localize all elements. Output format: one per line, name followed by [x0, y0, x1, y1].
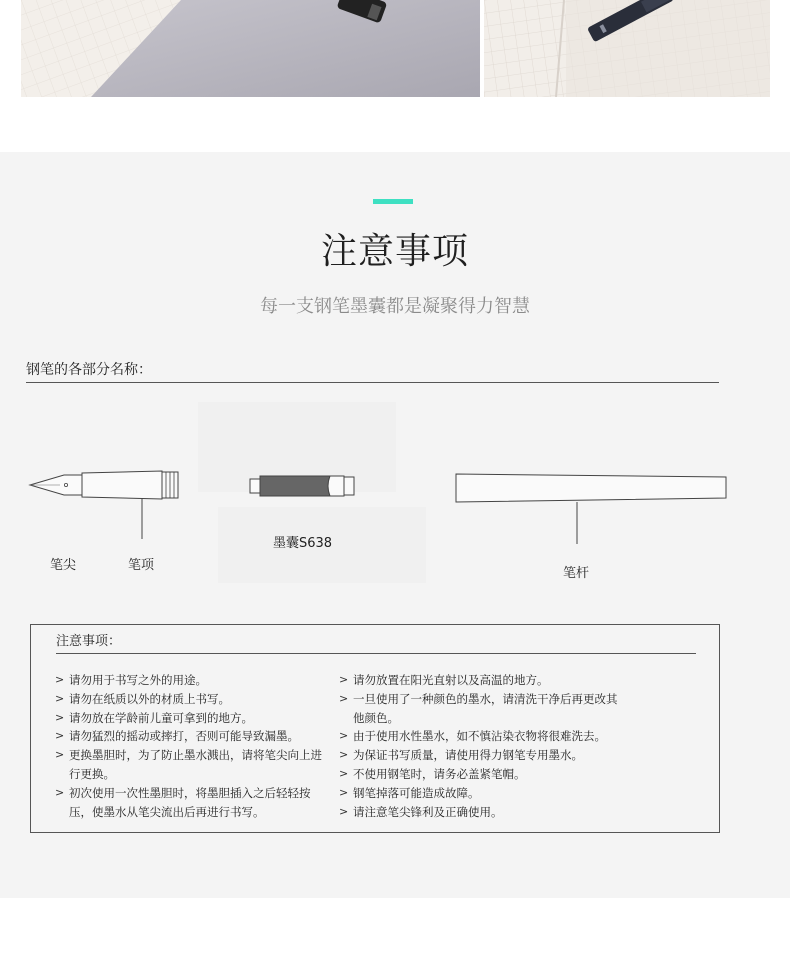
- label-cartridge: 墨囊S638: [273, 536, 333, 551]
- note-item: > 请注意笔尖锋利及正确使用。: [339, 803, 619, 822]
- note-item: > 钢笔掉落可能造成故障。: [339, 784, 619, 803]
- label-barrel: 笔杆: [563, 566, 590, 581]
- note-item: > 请勿用于书写之外的用途。: [55, 671, 325, 690]
- note-item: > 不使用钢笔时，请务必盖紧笔帽。: [339, 765, 619, 784]
- section-subtitle: 每一支钢笔墨囊都是凝聚得力智慧: [260, 296, 530, 317]
- chevron-right-icon: >: [339, 766, 349, 780]
- notice-section: [0, 152, 790, 898]
- neck-illustration: [82, 471, 178, 539]
- notes-title: 注意事项：: [56, 633, 696, 654]
- note-item: > 由于使用水性墨水，如不慎沾染衣物将很难洗去。: [339, 727, 619, 746]
- accent-bar: [373, 199, 413, 204]
- chevron-right-icon: >: [55, 673, 65, 686]
- product-photo-right: [484, 0, 770, 97]
- cartridge-illustration: [250, 476, 354, 496]
- chevron-right-icon: >: [339, 691, 349, 705]
- chevron-right-icon: >: [55, 785, 65, 799]
- chevron-right-icon: >: [339, 729, 349, 743]
- chevron-right-icon: >: [55, 748, 65, 762]
- notes-box: [30, 624, 720, 833]
- pen-parts-illustration: [0, 397, 790, 597]
- product-photo-left: [21, 0, 480, 97]
- note-item: > 请勿猛烈的摇动或摔打，否则可能导致漏墨。: [55, 727, 325, 746]
- label-neck: 笔项: [128, 558, 155, 573]
- parts-heading: 钢笔的各部分名称：: [26, 360, 719, 383]
- label-nib: 笔尖: [50, 558, 77, 573]
- nib-illustration: [30, 475, 82, 495]
- chevron-right-icon: >: [55, 710, 65, 724]
- note-item: > 请勿在纸质以外的材质上书写。: [55, 690, 325, 709]
- pen-parts-diagram: [0, 397, 790, 597]
- notes-list-right: [339, 671, 619, 821]
- chevron-right-icon: >: [339, 748, 349, 762]
- section-title: 注意事项: [320, 231, 469, 272]
- chevron-right-icon: >: [339, 673, 349, 686]
- chevron-right-icon: >: [55, 729, 65, 743]
- note-item: > 更换墨胆时，为了防止墨水溅出，请将笔尖向上进行更换。: [55, 748, 322, 781]
- note-item: > 为保证书写质量，请使用得力钢笔专用墨水。: [339, 746, 619, 765]
- chevron-right-icon: >: [55, 691, 65, 705]
- notes-list-left: [55, 671, 325, 821]
- chevron-right-icon: >: [339, 804, 349, 818]
- note-item: > 请勿放在学龄前儿童可拿到的地方。: [55, 709, 325, 728]
- barrel-illustration: [456, 474, 726, 544]
- note-item: > 一旦使用了一种颜色的墨水，请清洗干净后再更改其他颜色。: [339, 691, 618, 725]
- note-item: > 请勿放置在阳光直射以及高温的地方。: [339, 671, 619, 690]
- chevron-right-icon: >: [339, 785, 349, 799]
- note-item: > 初次使用一次性墨胆时，将墨胆插入之后轻轻按压，使墨水从笔尖流出后再进行书写。: [55, 785, 311, 819]
